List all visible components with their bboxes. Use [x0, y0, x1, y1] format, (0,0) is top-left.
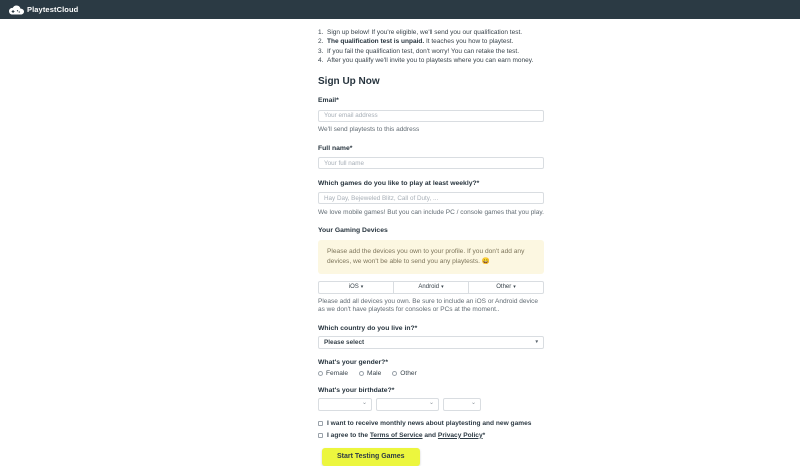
android-dropdown-button[interactable]: [393, 281, 469, 294]
gender-option-label: Male: [367, 369, 382, 377]
birthdate-day-select[interactable]: [376, 398, 439, 411]
step-text: Sign up below! If you're eligible, we'll send you our qualification test.: [327, 29, 523, 36]
step-text: If you fail the qualification test, don't worry! You can retake the test.: [327, 47, 520, 55]
step-number: 2.: [318, 38, 324, 46]
page-title: Sign Up Now: [318, 76, 380, 88]
gender-radio-male[interactable]: [359, 370, 381, 377]
agree-checkbox[interactable]: [318, 433, 323, 438]
gender-radio-group: [318, 370, 544, 377]
ios-dropdown-label: iOS: [348, 284, 359, 291]
agree-checkbox-label: I agree to the Terms of Service and Privacy Policy*: [327, 431, 486, 439]
intro-step-2: [318, 37, 544, 46]
radio-icon: [318, 371, 323, 376]
intro-step-3: [318, 47, 544, 56]
caret-down-icon: ▾: [535, 338, 538, 345]
signup-page-content: [318, 28, 544, 466]
brand-logo[interactable]: [8, 4, 78, 15]
email-label: Email*: [318, 97, 339, 105]
country-label: Which country do you live in?*: [318, 324, 418, 332]
privacy-policy-link[interactable]: Privacy Policy: [437, 431, 483, 439]
gender-option-label: Other: [400, 369, 417, 377]
gaming-devices-label: Your Gaming Devices: [318, 227, 388, 235]
email-helper-text: We'll send playtests to this address: [318, 126, 420, 134]
other-dropdown-button[interactable]: [468, 281, 544, 294]
birthdate-month-select[interactable]: [318, 398, 372, 411]
intro-step-1: [318, 28, 544, 37]
birthdate-select-group: [318, 398, 544, 411]
intro-steps-list: [318, 28, 544, 65]
gender-radio-other[interactable]: [392, 370, 417, 377]
newsletter-checkbox[interactable]: [318, 421, 323, 426]
step-number: 3.: [318, 47, 324, 55]
games-label: Which games do you like to play at least weekly?*: [318, 179, 480, 187]
device-dropdown-group: [318, 281, 544, 294]
games-field[interactable]: [318, 192, 544, 204]
caret-down-icon: ▾: [360, 283, 364, 290]
games-helper-text: We love mobile games! But you can include PC / console games that you play.: [318, 208, 544, 216]
radio-icon: [359, 371, 364, 376]
step-number: 4.: [318, 56, 324, 64]
cloud-gamepad-icon: [8, 4, 24, 15]
full-name-field[interactable]: [318, 157, 544, 169]
gender-label: What's your gender?*: [318, 358, 388, 366]
other-dropdown-label: Other: [496, 284, 512, 291]
email-field[interactable]: [318, 110, 544, 122]
country-select-value: Please select: [324, 338, 365, 346]
brand-name: PlaytestCloud: [27, 5, 79, 14]
chevron-down-icon: ⌄: [470, 400, 476, 407]
ios-dropdown-button[interactable]: [318, 281, 394, 294]
top-navbar: [0, 0, 800, 19]
agree-checkbox-row: [318, 432, 544, 440]
newsletter-checkbox-label: I want to receive monthly news about playtesting and new games: [327, 419, 532, 427]
devices-notice-banner: Please add the devices you own to your profile. If you don't add any devices, we won't be able to send you any playtests. 😄: [318, 240, 544, 273]
chevron-down-icon: ⌄: [428, 400, 434, 407]
step-text: The qualification test is unpaid. It teaches you how to playtest.: [327, 38, 514, 46]
devices-helper-text: Please add all devices you own. Be sure to include an iOS or Android device as we don't have playtests for consoles or PCs at the moment..: [318, 297, 539, 314]
step-text: After you qualify we'll invite you to playtests where you can earn money.: [327, 56, 534, 64]
terms-of-service-link[interactable]: Terms of Service: [369, 431, 423, 439]
caret-down-icon: ▾: [513, 283, 516, 290]
start-testing-games-button[interactable]: Start Testing Games: [322, 448, 420, 466]
radio-icon: [392, 371, 397, 376]
step-number: 1.: [318, 29, 324, 36]
gender-radio-female[interactable]: [318, 370, 348, 377]
chevron-down-icon: ⌄: [361, 400, 367, 407]
gender-option-label: Female: [326, 369, 348, 377]
android-dropdown-label: Android: [418, 284, 440, 291]
country-select[interactable]: [318, 336, 544, 349]
birthdate-year-select[interactable]: [443, 398, 481, 411]
intro-step-4: [318, 56, 544, 65]
birthdate-label: What's your birthdate?*: [318, 386, 395, 394]
newsletter-checkbox-row: [318, 420, 544, 428]
full-name-label: Full name*: [318, 144, 353, 152]
caret-down-icon: ▾: [441, 283, 444, 290]
